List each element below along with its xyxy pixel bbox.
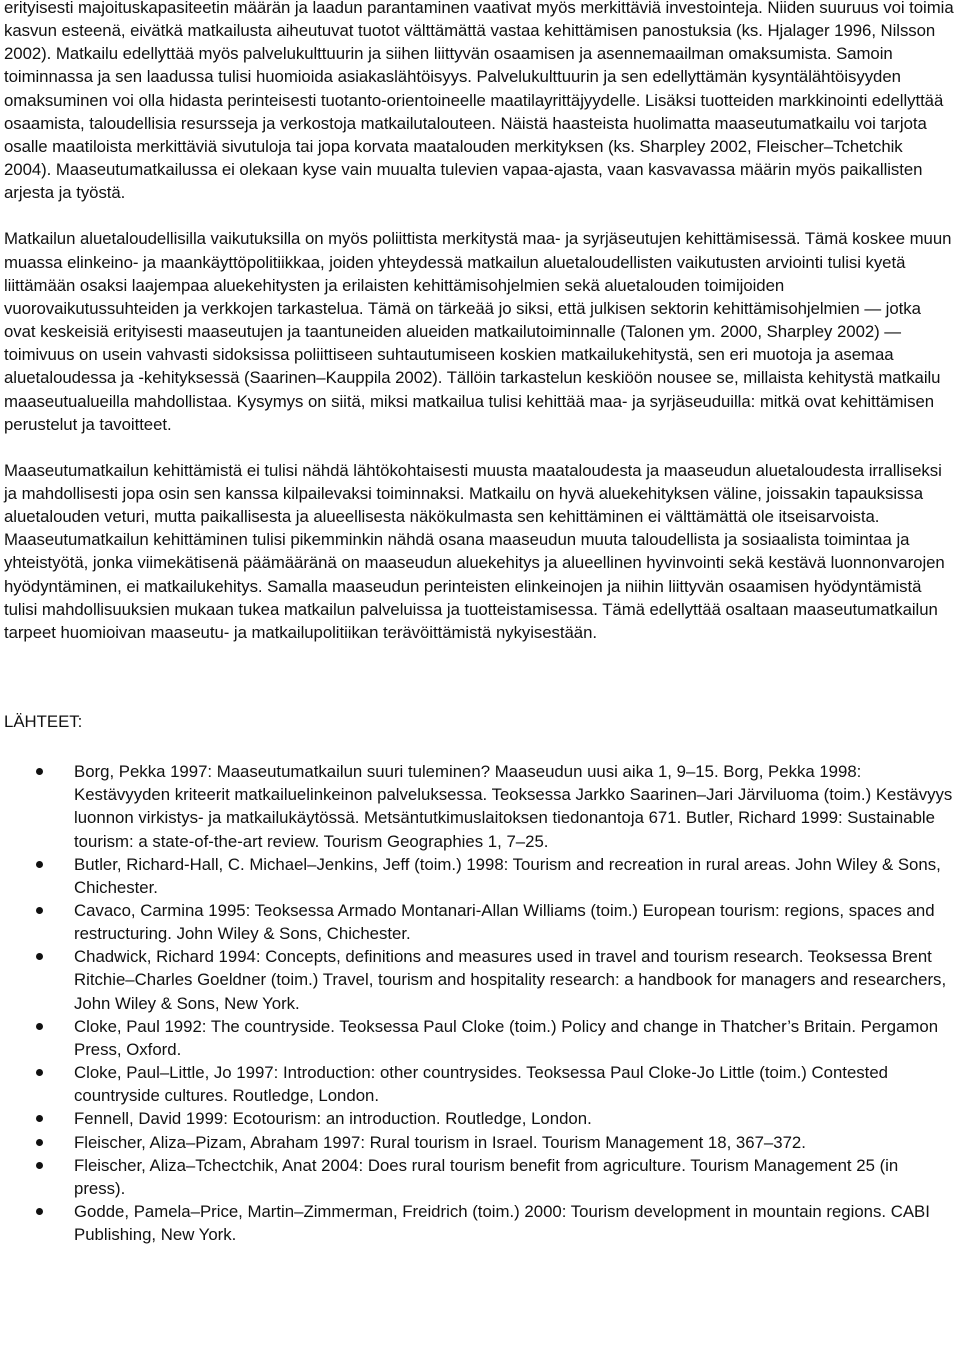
reference-text: Fleischer, Aliza–Pizam, Abraham 1997: Rural tourism in Israel. Tourism Management 18, 367–372. (74, 1132, 806, 1152)
bullet-icon (36, 1139, 43, 1146)
reference-item (4, 1061, 954, 1107)
bullet-icon (36, 768, 43, 775)
reference-text: Fleischer, Aliza–Tchectchik, Anat 2004: Does rural tourism benefit from agriculture. Tourism Management 25 (in press). (74, 1155, 899, 1198)
body-paragraph: Maaseutumatkailun kehittämistä ei tulisi nähdä lähtökohtaisesti muusta maataloudesta ja maaseudun aluetaloudesta irralliseksi ja mahdollisesti jopa osin sen kanssa kilpailevaksi toiminnaksi. Matkailu on hyvä aluekehityksen väline, joissakin tapauksissa aluetalouden veturi, mutta paikallisesta ja alueellisesta näkökulmasta sen kehittäminen ei välttämättä ole itseisarvoista. Maaseutumatkailun kehittäminen tulisi pikemminkin nähdä osana maaseudun muuta taloudellista ja sosiaalista toimintaa ja yhteistyötä, jonka viimekätisenä päämääränä on maaseudun aluekehitys ja alueellinen hyvinvointi sekä kestävä luonnonvarojen hyödyntäminen, ei matkailukehitys. Samalla maaseudun perinteisten elinkeinojen ja niihin liittyvän osaamisen hyödyntämistä tulisi mahdollisuuksien mukaan tukea matkailun palveluissa ja tuotteistamisessa. Tämä edellyttää osaltaan maaseutumatkailun tarpeet huomioivan maaseutu- ja matkailupolitiikan terävöittämistä nykyisestään. (4, 460, 945, 642)
references-heading: LÄHTEET: (4, 712, 83, 732)
bullet-icon (36, 861, 43, 868)
bullet-icon (36, 1162, 43, 1169)
reference-item (4, 853, 954, 899)
body-paragraph: Matkailun aluetaloudellisilla vaikutuksilla on myös poliittista merkitystä maa- ja syrjäseutujen kehittämisessä. Tämä koskee muun muassa elinkeino- ja maankäyttöpolitiikkaa, joiden yhteydessä matkailun aluetaloudellisten vaikutusten arviointi tulisi kyetä liittämään osaksi laajempaa aluekehitysten ja erilaisten kehittämisohjelmien sekä aluetalouden toimijoiden vuorovaikutussuhteiden ja verkkojen tarkastelua. Tämä on tärkeää jo siksi, että julkisen sektorin kehittämisohjelmien — jotka ovat keskeisiä erityisesti maaseutujen ja taantuneiden alueiden matkailutoiminnalle (Talonen ym. 2000, Sharpley 2002) — toimivuus on usein vahvasti sidoksissa poliittiseen suhtautumiseen koskien matkailukehitystä, sen eri muotoja ja asemaa aluetaloudessa ja -kehityksessä (Saarinen–Kauppila 2002). Tällöin tarkastelun keskiöön nousee se, millaista kehitystä matkailu maaseutualueilla mahdollistaa. Kysymys on siitä, miksi matkailua tulisi kehittää maa- ja syrjäseuduilla: mitkä ovat kehittämisen perustelut ja tavoitteet. (4, 229, 952, 434)
reference-item (4, 945, 954, 1014)
reference-text: Fennell, David 1999: Ecotourism: an introduction. Routledge, London. (74, 1109, 592, 1129)
document-page (4, 0, 954, 1246)
reference-item (4, 1131, 954, 1154)
bullet-icon (36, 1023, 43, 1030)
body-paragraph: erityisesti majoituskapasiteetin määrän ja laadun parantaminen vaativat myös merkittäviä investointeja. Niiden suuruus voi toimia kasvun esteenä, eivätkä matkailusta aiheutuvat tuotot välttämättä vastaa kehittämisen panostuksia (ks. Hjalager 1996, Nilsson 2002). Matkailu edellyttää myös palvelukulttuurin ja siihen liittyvän osaamisen ja asennemaailman omaksumista. Samoin toiminnassa ja sen laadussa tulisi huomioida asiakaslähtöisyys. Palvelukulttuurin ja sen edellyttämän kysyntälähtöisyyden omaksuminen voi olla hidasta perinteisesti tuotanto-orientoineelle maatilayrittäjyydelle. Lisäksi tuotteiden markkinointi edellyttää osaamista, taloudellisia resursseja ja verkostoja matkailutalouteen. Näistä haasteista huolimatta maaseutumatkailu voi tarjota osalle maatiloista merkittäviä sivutuloja tai jopa korvata maatalouden merkityksen (ks. Sharpley 2002, Fleischer–Tchetchik 2004). Maaseutumatkailussa ei olekaan kyse vain muualta tulevien vapaa-ajasta, vaan kasvavassa määrin myös paikallisten arjesta ja työstä. (4, 0, 954, 203)
reference-text: Cavaco, Carmina 1995: Teoksessa Armado Montanari-Allan Williams (toim.) European tourism: regions, spaces and restructuring. John Wiley & Sons, Chichester. (74, 901, 935, 944)
reference-text: Borg, Pekka 1997: Maaseutumatkailun suuri tuleminen? Maaseudun uusi aika 1, 9–15. Borg, Pekka 1998: Kestävyyden kriteerit matkailuelinkeinon palveluksessa. Teoksessa Jarkko Saarinen–Jari Järviluoma (toim.) Kestävyys luonnon virkistys- ja matkailukäytössä. Metsäntutkimuslaitoksen tiedonantoja 671. Butler, Richard 1999: Sustainable tourism: a state-of-the-art review. Tourism Geographies 1, 7–25. (74, 762, 953, 851)
reference-item (4, 1200, 954, 1246)
reference-text: Chadwick, Richard 1994: Concepts, definitions and measures used in travel and tourism research. Teoksessa Brent Ritchie–Charles Goeldner (toim.) Travel, tourism and hospitality research: a handbook for managers and researchers, John Wiley & Sons, New York. (74, 947, 947, 1013)
reference-item (4, 1015, 954, 1061)
bullet-icon (36, 953, 43, 960)
bullet-icon (36, 907, 43, 914)
references-list (4, 760, 954, 1246)
reference-item (4, 760, 954, 853)
reference-text: Godde, Pamela–Price, Martin–Zimmerman, Freidrich (toim.) 2000: Tourism development in mountain regions. CABI Publishing, New York. (74, 1202, 930, 1245)
bullet-icon (36, 1069, 43, 1076)
bullet-icon (36, 1115, 43, 1122)
reference-item (4, 1154, 954, 1200)
reference-item (4, 1107, 954, 1130)
reference-text: Butler, Richard-Hall, C. Michael–Jenkins, Jeff (toim.) 1998: Tourism and recreation in rural areas. John Wiley & Sons, Chichester. (74, 854, 941, 897)
reference-item (4, 899, 954, 945)
reference-text: Cloke, Paul 1992: The countryside. Teoksessa Paul Cloke (toim.) Policy and change in Thatcher’s Britain. Pergamon Press, Oxford. (74, 1016, 939, 1059)
reference-text: Cloke, Paul–Little, Jo 1997: Introduction: other countrysides. Teoksessa Paul Cloke-Jo Little (toim.) Contested countryside cultures. Routledge, London. (74, 1063, 889, 1106)
bullet-icon (36, 1208, 43, 1215)
